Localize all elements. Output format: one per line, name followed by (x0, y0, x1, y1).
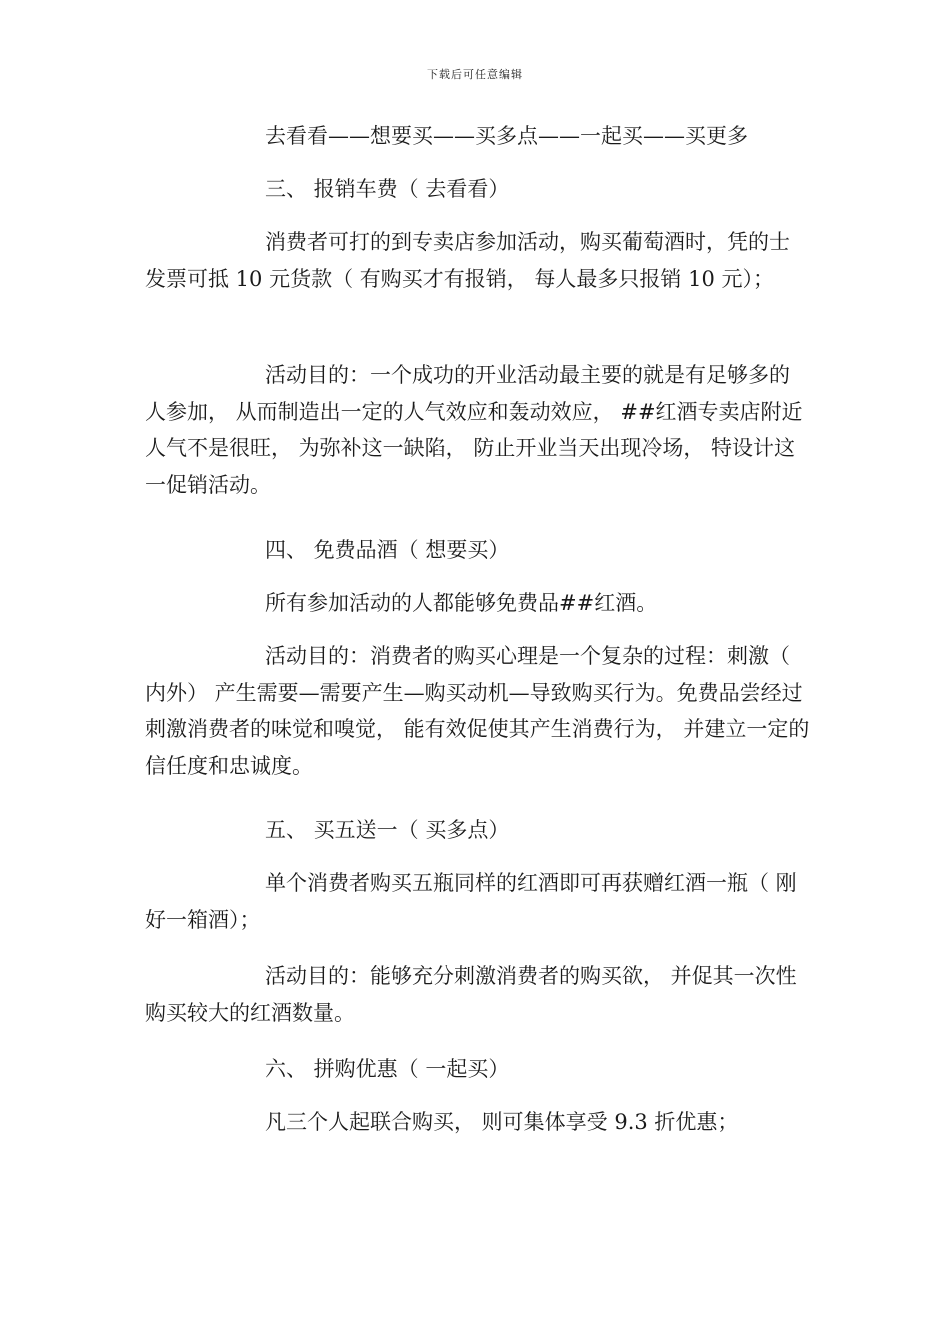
section-heading-3: 三、 报销车费（ 去看看） (265, 177, 510, 201)
paragraph: 凡三个人起联合购买， 则可集体享受 9.3 折优惠； (265, 1110, 739, 1134)
page-header: 下载后可任意编辑 (427, 68, 523, 81)
paragraph: 消费者可打的到专卖店参加活动，购买葡萄酒时，凭的士发票可抵 10 元货款（ 有购买才有报销， 每人最多只报销 10 元）； (145, 230, 790, 291)
flow-line: 去看看——想要买——买多点——一起买——买更多 (265, 124, 748, 148)
paragraph: 所有参加活动的人都能够免费品##红酒。 (265, 591, 658, 615)
section-heading-4: 四、 免费品酒（ 想要买） (265, 538, 510, 562)
section-heading-5: 五、 买五送一（ 买多点） (265, 818, 510, 842)
paragraph: 单个消费者购买五瓶同样的红酒即可再获赠红酒一瓶（ 刚好一箱酒）； (145, 871, 797, 932)
paragraph: 活动目的：消费者的购买心理是一个复杂的过程：刺激（ 内外） 产生需要—需要产生—购买动机—导致购买行为。免费品尝经过刺激消费者的味觉和嗅觉， 能有效促使其产生消费行为， 并建立一定的信任度和忠诚度。 (145, 644, 810, 778)
paragraph: 活动目的：一个成功的开业活动最主要的就是有足够多的人参加， 从而制造出一定的人气效应和轰动效应， ##红酒专卖店附近人气不是很旺， 为弥补这一缺陷， 防止开业当天出现冷场， 特设计这一促销活动。 (145, 363, 803, 497)
paragraph: 活动目的：能够充分刺激消费者的购买欲， 并促其一次性购买较大的红酒数量。 (145, 964, 797, 1025)
section-heading-6: 六、 拼购优惠（ 一起买） (265, 1057, 510, 1081)
